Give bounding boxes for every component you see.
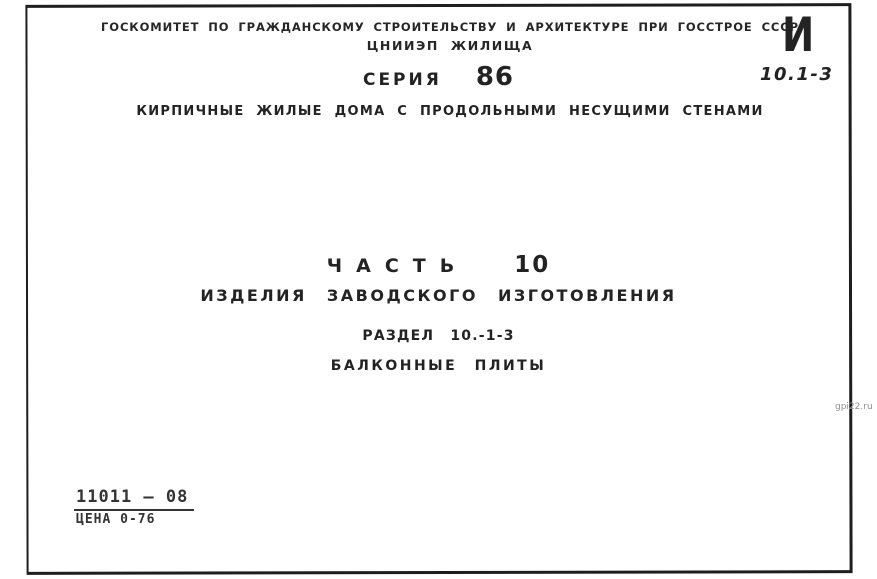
organization-header — [90, 20, 810, 53]
part-number: 10 — [514, 252, 551, 278]
institute-name: ЦНИИЭП ЖИЛИЩА — [366, 38, 534, 53]
part-heading — [0, 252, 877, 278]
series-heading — [0, 62, 877, 92]
stamp-code: 11011 – 08 — [74, 487, 194, 511]
series-number: 86 — [475, 62, 515, 92]
part-label: ЧАСТЬ — [326, 255, 469, 277]
part-title: ИЗДЕЛИЯ ЗАВОДСКОГО ИЗГОТОВЛЕНИЯ — [200, 286, 677, 305]
document-index-number: 10.1-3 — [760, 64, 834, 85]
site-watermark: gpi22.ru — [835, 402, 873, 412]
organization-name: ГОСКОМИТЕТ ПО ГРАЖДАНСКОМУ СТРОИТЕЛЬСТВУ И АРХИТЕКТУРЕ ПРИ ГОССТРОЕ СССР — [101, 20, 799, 34]
stamp-price: ЦЕНА 0-76 — [76, 512, 156, 527]
document-index-letter: И — [782, 8, 815, 63]
price-stamp — [74, 487, 194, 527]
series-label: СЕРИЯ — [362, 70, 442, 90]
section-heading: РАЗДЕЛ 10.-1-3 — [362, 328, 515, 344]
document-subtitle: КИРПИЧНЫЕ ЖИЛЫЕ ДОМА С ПРОДОЛЬНЫМИ НЕСУЩИМИ СТЕНАМИ — [136, 104, 764, 119]
section-title: БАЛКОННЫЕ ПЛИТЫ — [330, 358, 547, 374]
